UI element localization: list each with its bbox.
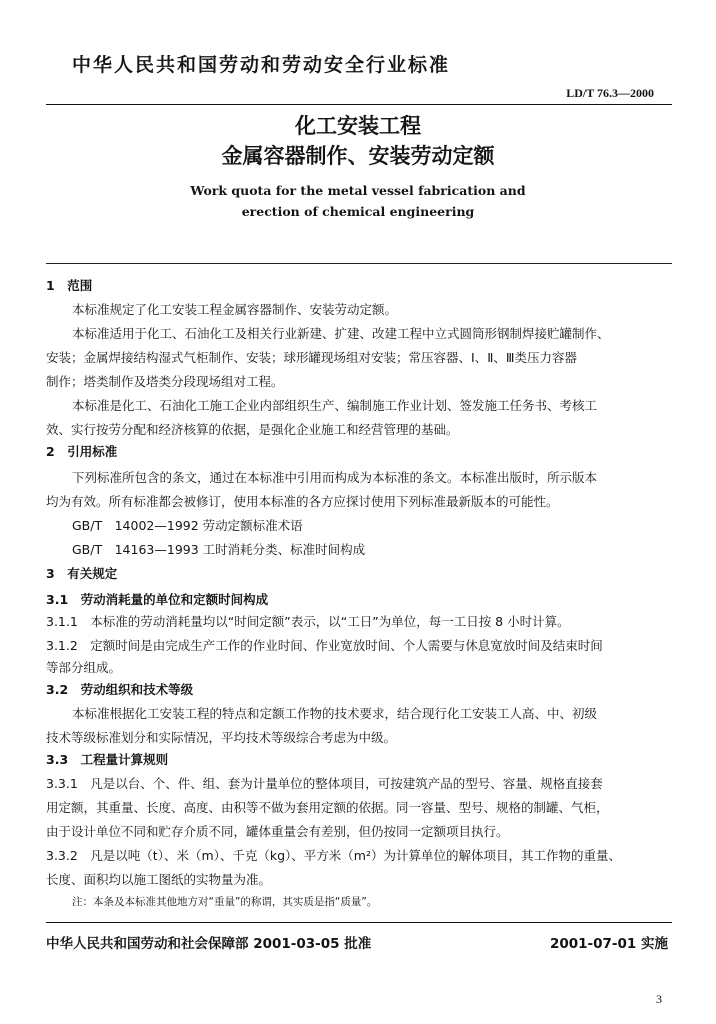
note-text: 注：本条及本标准其他地方对“重量”的称谓，其实质是指“质量”。	[72, 896, 378, 908]
clause-3-1-2-line-2: 等部分组成。	[46, 660, 122, 675]
section-3-heading: 3 有关规定	[46, 566, 118, 581]
reference-standard-2: GB/T 14163—1993 工时消耗分类、标准时间构成	[72, 542, 366, 557]
section-1-para-3-line-1: 本标准是化工、石油化工施工企业内部组织生产、编制施工作业计划、签发施工任务书、考核工	[72, 398, 598, 413]
clause-3-1-2-line-1: 3.1.2 定额时间是由完成生产工作的作业时间、作业宽放时间、个人需要与休息宽放时间及结束时间	[46, 638, 603, 653]
section-2-para-line-2: 均为有效。所有标准都会被修订，使用本标准的各方应探讨使用下列标准最新版本的可能性。	[46, 494, 559, 509]
issuing-body-title: 中华人民共和国劳动和劳动安全行业标准	[72, 54, 451, 76]
clause-3-3-1-line-1: 3.3.1 凡是以台、个、件、组、套为计量单位的整体项目，可按建筑产品的型号、容量、规格直接套	[46, 776, 603, 791]
clause-3-1-1: 3.1.1 本标准的劳动消耗量均以“时间定额”表示，以“工日”为单位，每一工日按 8 小时计算。	[46, 614, 570, 629]
clause-3-3-2-line-1: 3.3.2 凡是以吨（t）、米（m）、千克（kg）、平方米（m²）为计算单位的解体项目，其工作物的重量、	[46, 848, 621, 863]
section-3-3-heading: 3.3 工程量计算规则	[46, 752, 169, 767]
section-3-1-heading: 3.1 劳动消耗量的单位和定额时间构成	[46, 592, 269, 607]
clause-3-2-line-2: 技术等级标准划分和实际情况，平均技术等级综合考虑为中级。	[46, 730, 397, 745]
clause-3-3-2-line-2: 长度、面积均以施工图纸的实物量为准。	[46, 872, 272, 887]
section-1-para-3-line-2: 效、实行按劳分配和经济核算的依据，是强化企业施工和经营管理的基础。	[46, 422, 459, 437]
title-zh-line2: 金属容器制作、安装劳动定额	[221, 144, 495, 168]
reference-standard-1: GB/T 14002—1992 劳动定额标准术语	[72, 518, 303, 533]
title-rule	[46, 263, 672, 264]
clause-3-3-1-line-3: 由于设计单位不同和贮存介质不同，罐体重量会有差别，但仍按同一定额项目执行。	[46, 824, 509, 839]
standard-code: LD/T 76.3—2000	[566, 86, 654, 100]
section-1-para-2-line-1: 本标准适用于化工、石油化工及相关行业新建、扩建、改建工程中立式圆筒形钢制焊接贮罐制作、	[72, 326, 610, 341]
page-number: 3	[656, 992, 662, 1006]
header-rule	[46, 104, 672, 105]
approval-line: 中华人民共和国劳动和社会保障部 2001-03-05 批准	[46, 936, 372, 952]
section-2-para-line-1: 下列标准所包含的条文，通过在本标准中引用而构成为本标准的条文。本标准出版时，所示版本	[72, 470, 598, 485]
section-1-para-2-line-3: 制作；塔类制作及塔类分段现场组对工程。	[46, 374, 284, 389]
title-en-line2: erection of chemical engineering	[241, 204, 475, 219]
effective-date: 2001-07-01 实施	[549, 936, 668, 952]
section-1-para-2-line-2: 安装；金属焊接结构湿式气柜制作、安装；球形罐现场组对安装；常压容器、Ⅰ、Ⅱ、Ⅲ类压力容器	[46, 350, 577, 365]
title-en-line1: Work quota for the metal vessel fabrication and	[190, 183, 526, 198]
clause-3-2-line-1: 本标准根据化工安装工程的特点和定额工作物的技术要求，结合现行化工安装工人高、中、初级	[72, 706, 598, 721]
section-2-heading: 2 引用标准	[46, 444, 118, 459]
section-1-para-1: 本标准规定了化工安装工程金属容器制作、安装劳动定额。	[72, 302, 398, 317]
section-1-heading: 1 范围	[46, 278, 93, 293]
footer-rule	[46, 922, 672, 923]
section-3-2-heading: 3.2 劳动组织和技术等级	[46, 682, 194, 697]
clause-3-3-1-line-2: 用定额，其重量、长度、高度、由积等不做为套用定额的依据。同一容量、型号、规格的制罐、气柜，	[46, 800, 609, 815]
title-zh-line1: 化工安装工程	[295, 114, 421, 138]
